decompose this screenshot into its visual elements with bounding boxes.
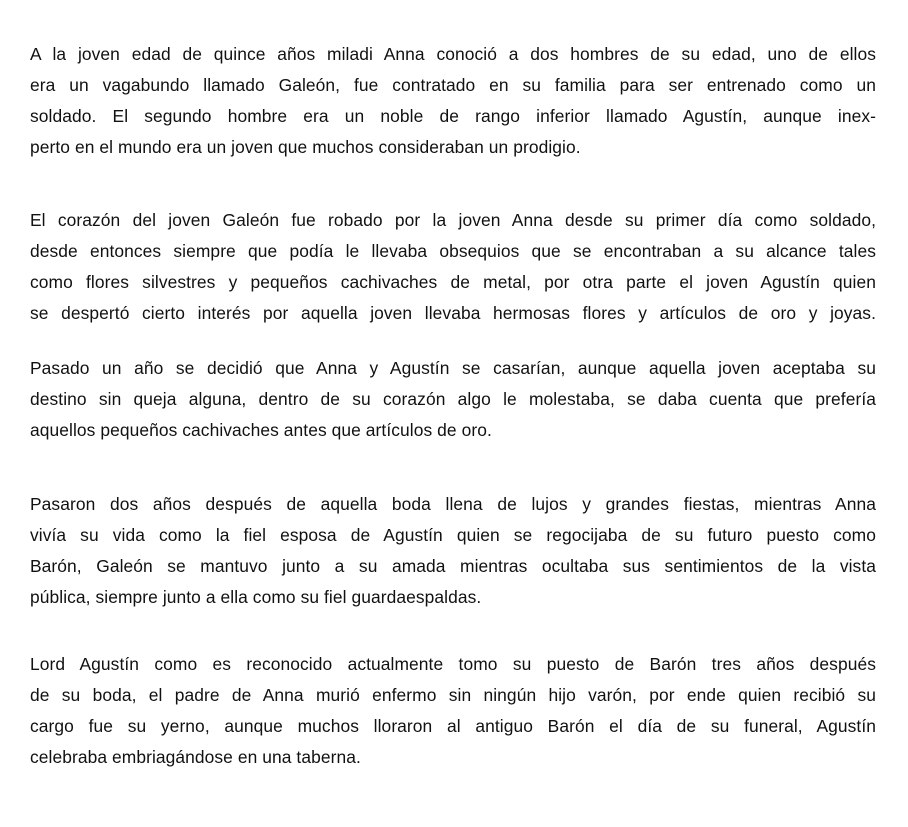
text-line: desde entonces siempre que podía le llevaba obsequios que se encontraban a su alcance tales — [30, 241, 876, 261]
text-line: El corazón del joven Galeón fue robado por la joven Anna desde su primer día como soldado, — [30, 210, 876, 230]
text-line: perto en el mundo era un joven que muchos consideraban un prodigio. — [30, 137, 581, 157]
text-line: Barón, Galeón se mantuvo junto a su amada mientras ocultaba sus sentimientos de la vista — [30, 556, 876, 576]
text-line: se despertó cierto interés por aquella joven llevaba hermosas flores y artículos de oro y joyas. — [30, 303, 876, 323]
text-line: como flores silvestres y pequeños cachivaches de metal, por otra parte el joven Agustín quien — [30, 272, 876, 292]
text-line: soldado. El segundo hombre era un noble de rango inferior llamado Agustín, aunque inex- — [30, 106, 876, 126]
text-line: A la joven edad de quince años miladi Anna conoció a dos hombres de su edad, uno de ellos — [30, 44, 876, 64]
text-line: vivía su vida como la fiel esposa de Agustín quien se regocijaba de su futuro puesto como — [30, 525, 876, 545]
text-line: cargo fue su yerno, aunque muchos lloraron al antiguo Barón el día de su funeral, Agustín — [30, 716, 876, 736]
text-line: aquellos pequeños cachivaches antes que artículos de oro. — [30, 420, 492, 440]
document-page — [30, 0, 876, 827]
text-line: de su boda, el padre de Anna murió enfermo sin ningún hijo varón, por ende quien recibió su — [30, 685, 876, 705]
text-line: Pasado un año se decidió que Anna y Agustín se casarían, aunque aquella joven aceptaba su — [30, 358, 876, 378]
text-line: era un vagabundo llamado Galeón, fue contratado en su familia para ser entrenado como un — [30, 75, 876, 95]
text-line: Lord Agustín como es reconocido actualmente tomo su puesto de Barón tres años después — [30, 654, 876, 674]
text-line: pública, siempre junto a ella como su fiel guardaespaldas. — [30, 587, 482, 607]
text-line: Pasaron dos años después de aquella boda llena de lujos y grandes fiestas, mientras Anna — [30, 494, 876, 514]
text-line: destino sin queja alguna, dentro de su corazón algo le molestaba, se daba cuenta que prefería — [30, 389, 876, 409]
text-line: celebraba embriagándose en una taberna. — [30, 747, 361, 767]
